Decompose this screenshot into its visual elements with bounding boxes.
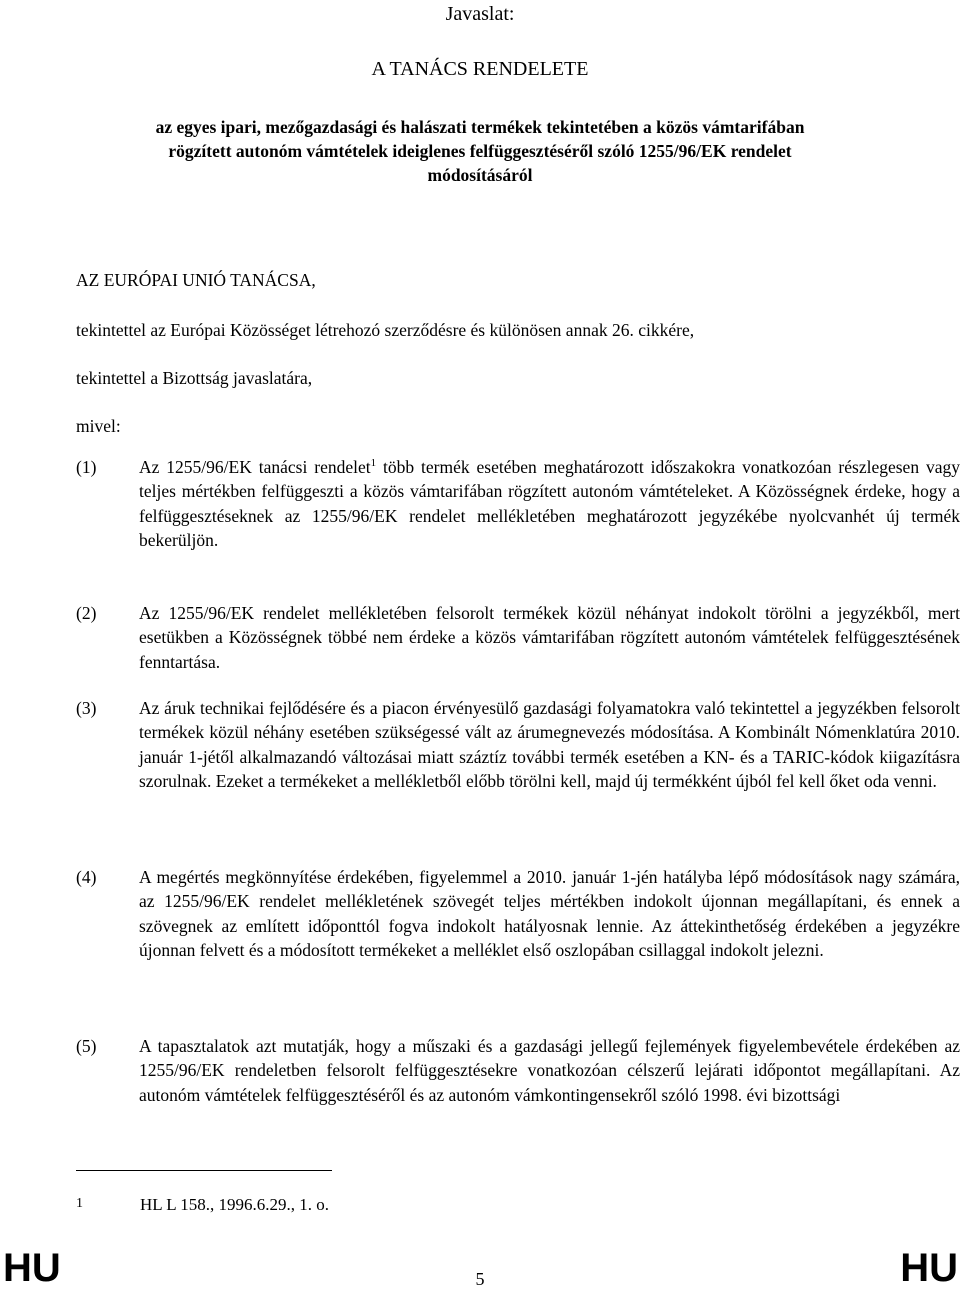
language-code-right: HU bbox=[900, 1246, 958, 1290]
regulation-title: A TANÁCS RENDELETE bbox=[371, 58, 589, 80]
whereas-label: mivel: bbox=[76, 416, 121, 436]
document-label: Javaslat: bbox=[445, 3, 515, 25]
citation-proposal: tekintettel a Bizottság javaslatára, bbox=[76, 368, 313, 388]
footnote-number: 1 bbox=[76, 1196, 83, 1211]
recital-number: (5) bbox=[76, 1036, 97, 1056]
regulation-subtitle bbox=[80, 115, 880, 187]
page-number: 5 bbox=[475, 1269, 485, 1289]
recital-number: (1) bbox=[76, 457, 97, 477]
recital-text: Az áruk technikai fejlődésére és a piacon érvényesülő gazdasági folyamatokra való tekintettel a jegyzékben felsorolt termékek közül néhány esetében szükségessé vált az árumegnevezés módosítása. A Kombinált Nómenklatúra 2010. január 1-jétől alkalmazandó változásai miatt száztíz további termék esetében a KN- és a TARIC-kódok kiigazításra szorulnak. Ezeket a termékeket a mellékletből előbb törölni kell, majd új termékként újból fel kell őket oda venni. bbox=[139, 698, 960, 791]
recital-number: (4) bbox=[76, 867, 97, 887]
recital-number: (2) bbox=[76, 603, 97, 623]
recital-text: A tapasztalatok azt mutatják, hogy a műszaki és a gazdasági jellegű fejlemények figyelembevétele érdekében az 1255/96/EK rendeletben felsorolt felfüggesztésekre vonatkozóan célszerű lejárati időpontot megállapítani. Az autonóm vámtételek felfüggesztéséről és az autonóm vámkontingensekről szóló 1998. évi bizottsági bbox=[139, 1036, 960, 1105]
footnote-text: HL L 158., 1996.6.29., 1. o. bbox=[140, 1195, 330, 1214]
subtitle-line: rögzített autonóm vámtételek ideiglenes felfüggesztéséről szóló 1255/96/EK rendelet bbox=[168, 141, 792, 161]
recital-text: Az 1255/96/EK rendelet mellékletében felsorolt termékek közül néhányat indokolt törölni a jegyzékből, mert esetükben a Közösségnek többé nem érdeke a közös vámtarifában rögzített autonóm vámtételek felfüggesztésének fenntartása. bbox=[139, 603, 960, 672]
recital-text: Az 1255/96/EK tanácsi rendelet$^1$ több termék esetében meghatározott időszakokra vonatkozóan részlegesen vagy teljes mértékben felfüggeszti a közös vámtarifában rögzített autonóm vámtételeket. A Közösségnek érdeke, hogy a felfüggesztéseknek az 1255/96/EK rendelet mellékletében meghatározott jegyzékébe nyolcvanhét új termék bekerüljön. bbox=[139, 457, 960, 550]
council-heading: AZ EURÓPAI UNIÓ TANÁCSA, bbox=[76, 270, 316, 290]
recital-text: A megértés megkönnyítése érdekében, figyelemmel a 2010. január 1-jén hatályba lépő módosítások nagy számára, az 1255/96/EK rendelet mellékletének szövegét teljes mértékben indokolt újonnan megállapítani, és ennek a szövegnek az említett időponttól fogva indokolt hatályosnak lennie. Az áttekinthetőség érdekében a jegyzékre újonnan felvett és a módosított termékeket a melléklet első oszlopában csillaggal indokolt jelezni. bbox=[139, 867, 960, 960]
recital-number: (3) bbox=[76, 698, 97, 718]
language-code-left: HU bbox=[3, 1246, 61, 1290]
citation-treaty: tekintettel az Európai Közösséget létrehozó szerződésre és különösen annak 26. cikkére, bbox=[76, 320, 695, 340]
subtitle-line: módosításáról bbox=[427, 165, 533, 185]
footnote-separator bbox=[76, 1170, 332, 1171]
subtitle-line: az egyes ipari, mezőgazdasági és halászati termékek tekintetében a közös vámtarifában bbox=[155, 117, 805, 137]
footnote-reference: 1 bbox=[370, 457, 377, 470]
